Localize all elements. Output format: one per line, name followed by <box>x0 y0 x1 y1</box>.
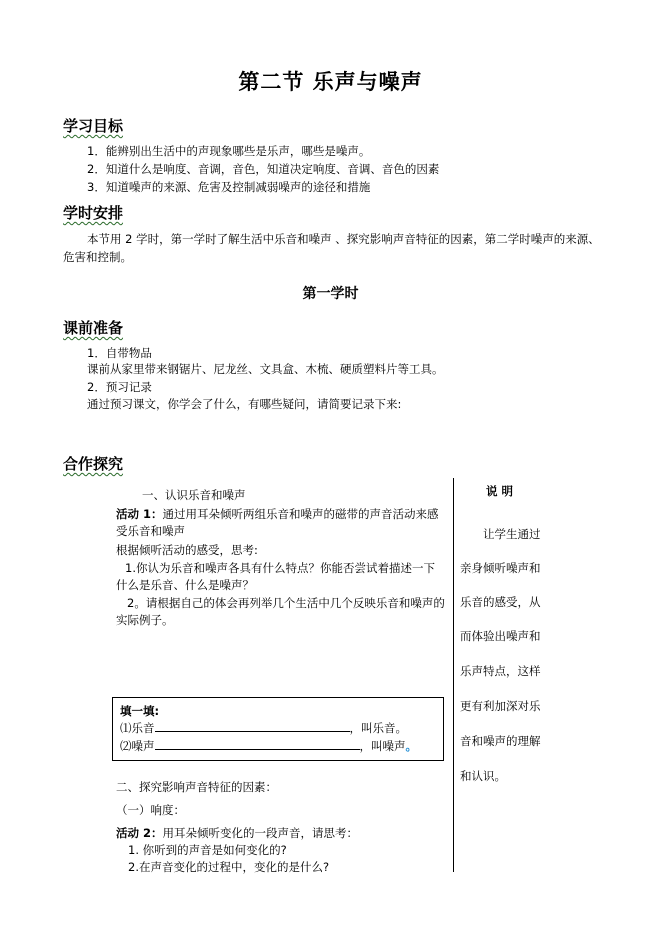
loudness-heading: （一）响度： <box>116 803 185 817</box>
fill-in-line-2 <box>120 738 417 754</box>
session-title: 第一学时 <box>302 286 359 302</box>
question1-line1: 1.你认为乐音和噪声各具有什么特点？你能否尝试着描述一下 <box>125 561 435 575</box>
activity2-text: 用耳朵倾听变化的一段声音，请思考： <box>162 826 359 840</box>
column-divider <box>453 478 454 872</box>
page-title: 第二节 乐声与噪声 <box>238 69 423 94</box>
fill-in-title: 填一填: <box>120 704 160 718</box>
sidebar-line-7: 音和噪声的理解 <box>460 734 541 748</box>
part2-heading: 二、探究影响声音特征的因素： <box>116 780 277 794</box>
part1-heading: 一、认识乐音和噪声 <box>142 488 246 502</box>
section-schedule-heading: 学时安排 <box>63 204 124 222</box>
objective-item-3: 3．知道噪声的来源、危害及控制减弱噪声的途径和措施 <box>87 180 371 194</box>
fill2-prefix: ⑵噪声 <box>120 739 155 753</box>
sidebar-line-1: 让学生通过 <box>483 527 541 541</box>
fill2-blank[interactable] <box>155 739 360 750</box>
prep-item-2: 2．预习记录 <box>87 380 152 394</box>
fill2-suffix: ，叫噪声 <box>359 739 406 753</box>
fill1-suffix: ，叫乐音。 <box>349 721 407 735</box>
activity1-line1 <box>116 506 439 522</box>
activity1-line2: 受乐音和噪声 <box>116 524 185 538</box>
activity1-text: 通过用耳朵倾听两组乐音和噪声的磁带的声音活动来感 <box>162 507 439 521</box>
prep-item-2-text: 通过预习课文，你学会了什么，有哪些疑问，请简要记录下来: <box>87 397 402 411</box>
sidebar-line-2: 亲身倾听噪声和 <box>460 561 541 575</box>
sidebar-line-6: 更有利加深对乐 <box>460 699 541 713</box>
activity1-label: 活动 1： <box>116 507 163 521</box>
sidebar-line-4: 而体验出噪声和 <box>460 629 541 643</box>
sidebar-line-8: 和认识。 <box>460 769 506 783</box>
question2-line2: 实际例子。 <box>116 613 174 627</box>
activity2-line <box>116 825 358 841</box>
sidebar-line-5: 乐声特点，这样 <box>460 664 541 678</box>
objective-item-1: 1．能辨别出生活中的声现象哪些是乐声，哪些是噪声。 <box>87 144 371 158</box>
fill1-blank[interactable] <box>155 721 350 732</box>
prep-item-1: 1．自带物品 <box>87 346 152 360</box>
activity2-question1: 1. 你听到的声音是如何变化的? <box>128 843 287 857</box>
sidebar-line-3: 乐音的感受，从 <box>460 595 541 609</box>
sidebar-heading: 说 明 <box>486 484 514 498</box>
schedule-text-line1: 本节用 2 学时，第一学时了解生活中乐音和噪声 、探究影响声音特征的因素，第二学时噪声的来源、 <box>87 232 600 246</box>
section-objectives-heading: 学习目标 <box>63 117 124 135</box>
schedule-text-line2: 危害和控制。 <box>63 250 132 264</box>
fill2-dot: 。 <box>405 739 417 753</box>
think-prompt: 根据倾听活动的感受，思考: <box>116 543 258 557</box>
prep-item-1-text: 课前从家里带来钢锯片、尼龙丝、文具盒、木梳、硬质塑料片等工具。 <box>87 362 444 376</box>
section-prep-heading: 课前准备 <box>63 319 124 337</box>
fill-in-line-1 <box>120 720 407 736</box>
objective-item-2: 2．知道什么是响度、音调，音色，知道决定响度、音调、音色的因素 <box>87 162 440 176</box>
fill1-prefix: ⑴乐音 <box>120 721 155 735</box>
activity2-label: 活动 2： <box>116 826 163 840</box>
question2-line1: 2。请根据自己的体会再列举几个生活中几个反映乐音和噪声的 <box>127 596 445 610</box>
question1-line2: 什么是乐音、什么是噪声？ <box>116 578 254 592</box>
section-explore-heading: 合作探究 <box>63 455 124 473</box>
activity2-question2: 2.在声音变化的过程中，变化的是什么? <box>128 860 330 874</box>
